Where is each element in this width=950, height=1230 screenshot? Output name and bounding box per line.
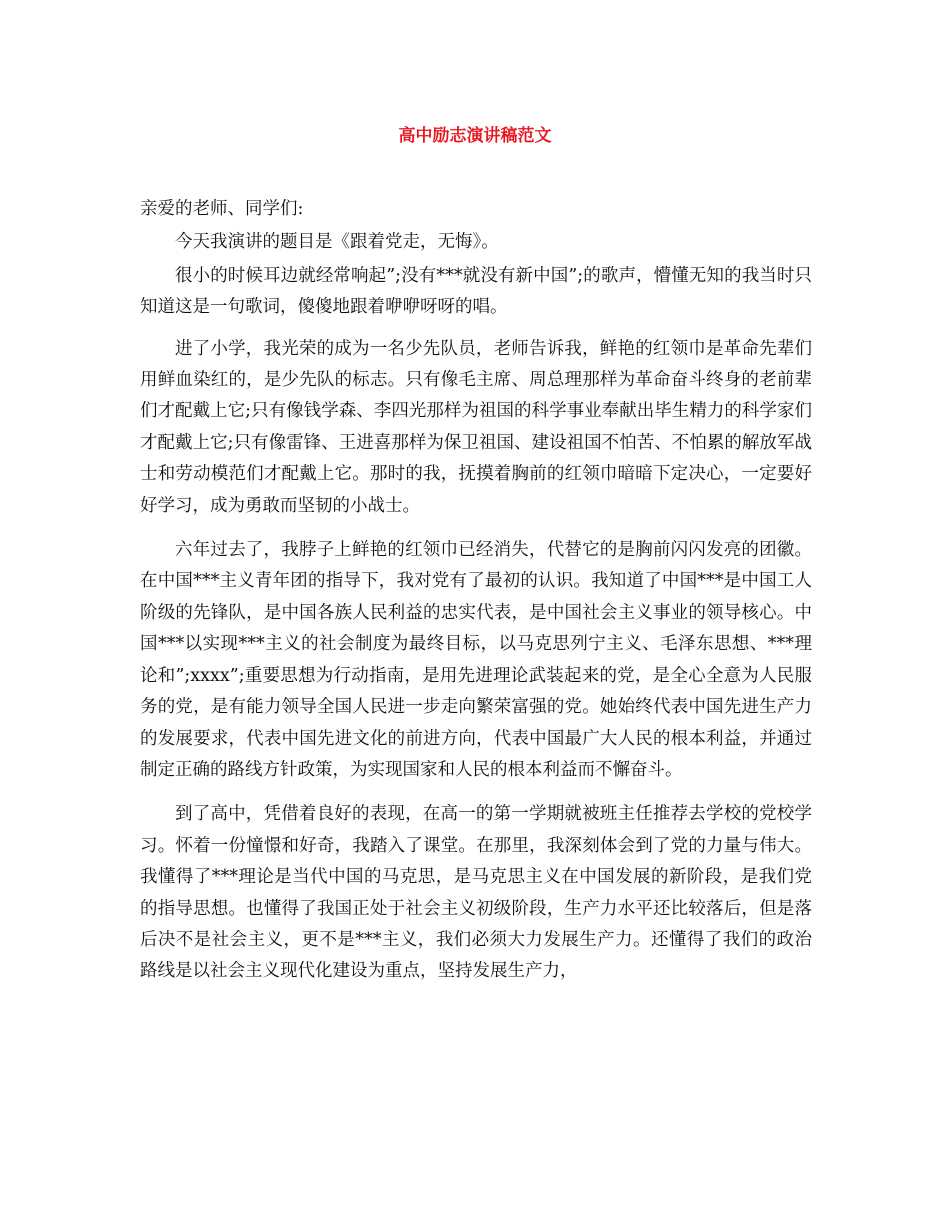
salutation: 亲爱的老师、同学们:	[140, 199, 304, 219]
paragraph-childhood: 很小的时候耳边就经常响起”;没有***就没有新中国”;的歌声，懵懂无知的我当时只知道这是一句歌词，傻傻地跟着咿咿呀呀的唱。	[140, 265, 812, 318]
document-body	[140, 194, 812, 1001]
paragraph-youth-league: 六年过去了，我脖子上鲜艳的红领巾已经消失，代替它的是胸前闪闪发亮的团徽。在中国***主义青年团的指导下，我对党有了最初的认识。我知道了中国***是中国工人阶级的先锋队，是中国各族人民利益的忠实代表，是中国社会主义事业的领导核心。中国***以实现***主义的社会制度为最终目标，以马克思列宁主义、毛泽东思想、***理论和”;xxxx”;重要思想为行动指南，是用先进理论武装起来的党，是全心全意为人民服务的党，是有能力领导全国人民进一步走向繁荣富强的党。她始终代表中国先进生产力的发展要求，代表中国先进文化的前进方向，代表中国最广大人民的根本利益，并通过制定正确的路线方针政策，为实现国家和人民的根本利益而不懈奋斗。	[140, 540, 812, 780]
paragraph-high-school: 到了高中，凭借着良好的表现，在高一的第一学期就被班主任推荐去学校的党校学习。怀着一份憧憬和好奇，我踏入了课堂。在那里，我深刻体会到了党的力量与伟大。我懂得了***理论是当代中国的马克思，是马克思主义在中国发展的新阶段，是我们党的指导思想。也懂得了我国正处于社会主义初级阶段，生产力水平还比较落后，但是落后决不是社会主义，更不是***主义，我们必须大力发展生产力。还懂得了我们的政治路线是以社会主义现代化建设为重点，坚持发展生产力，	[140, 804, 812, 982]
paragraph-topic: 今天我演讲的题目是《跟着党走，无悔》。	[175, 232, 499, 253]
paragraph-primary-school: 进了小学，我光荣的成为一名少先队员，老师告诉我，鲜艳的红领巾是革命先辈们用鲜血染红的，是少先队的标志。只有像毛主席、周总理那样为革命奋斗终身的老前辈们才配戴上它;只有像钱学森、李四光那样为祖国的科学事业奉献出毕生精力的科学家们才配戴上它;只有像雷锋、王进喜那样为保卫祖国、建设祖国不怕苦、不怕累的解放军战士和劳动模范们才配戴上它。那时的我，抚摸着胸前的红领巾暗暗下定决心，一定要好好学习，成为勇敢而坚韧的小战士。	[140, 338, 812, 516]
document-title: 高中励志演讲稿范文	[398, 126, 552, 146]
